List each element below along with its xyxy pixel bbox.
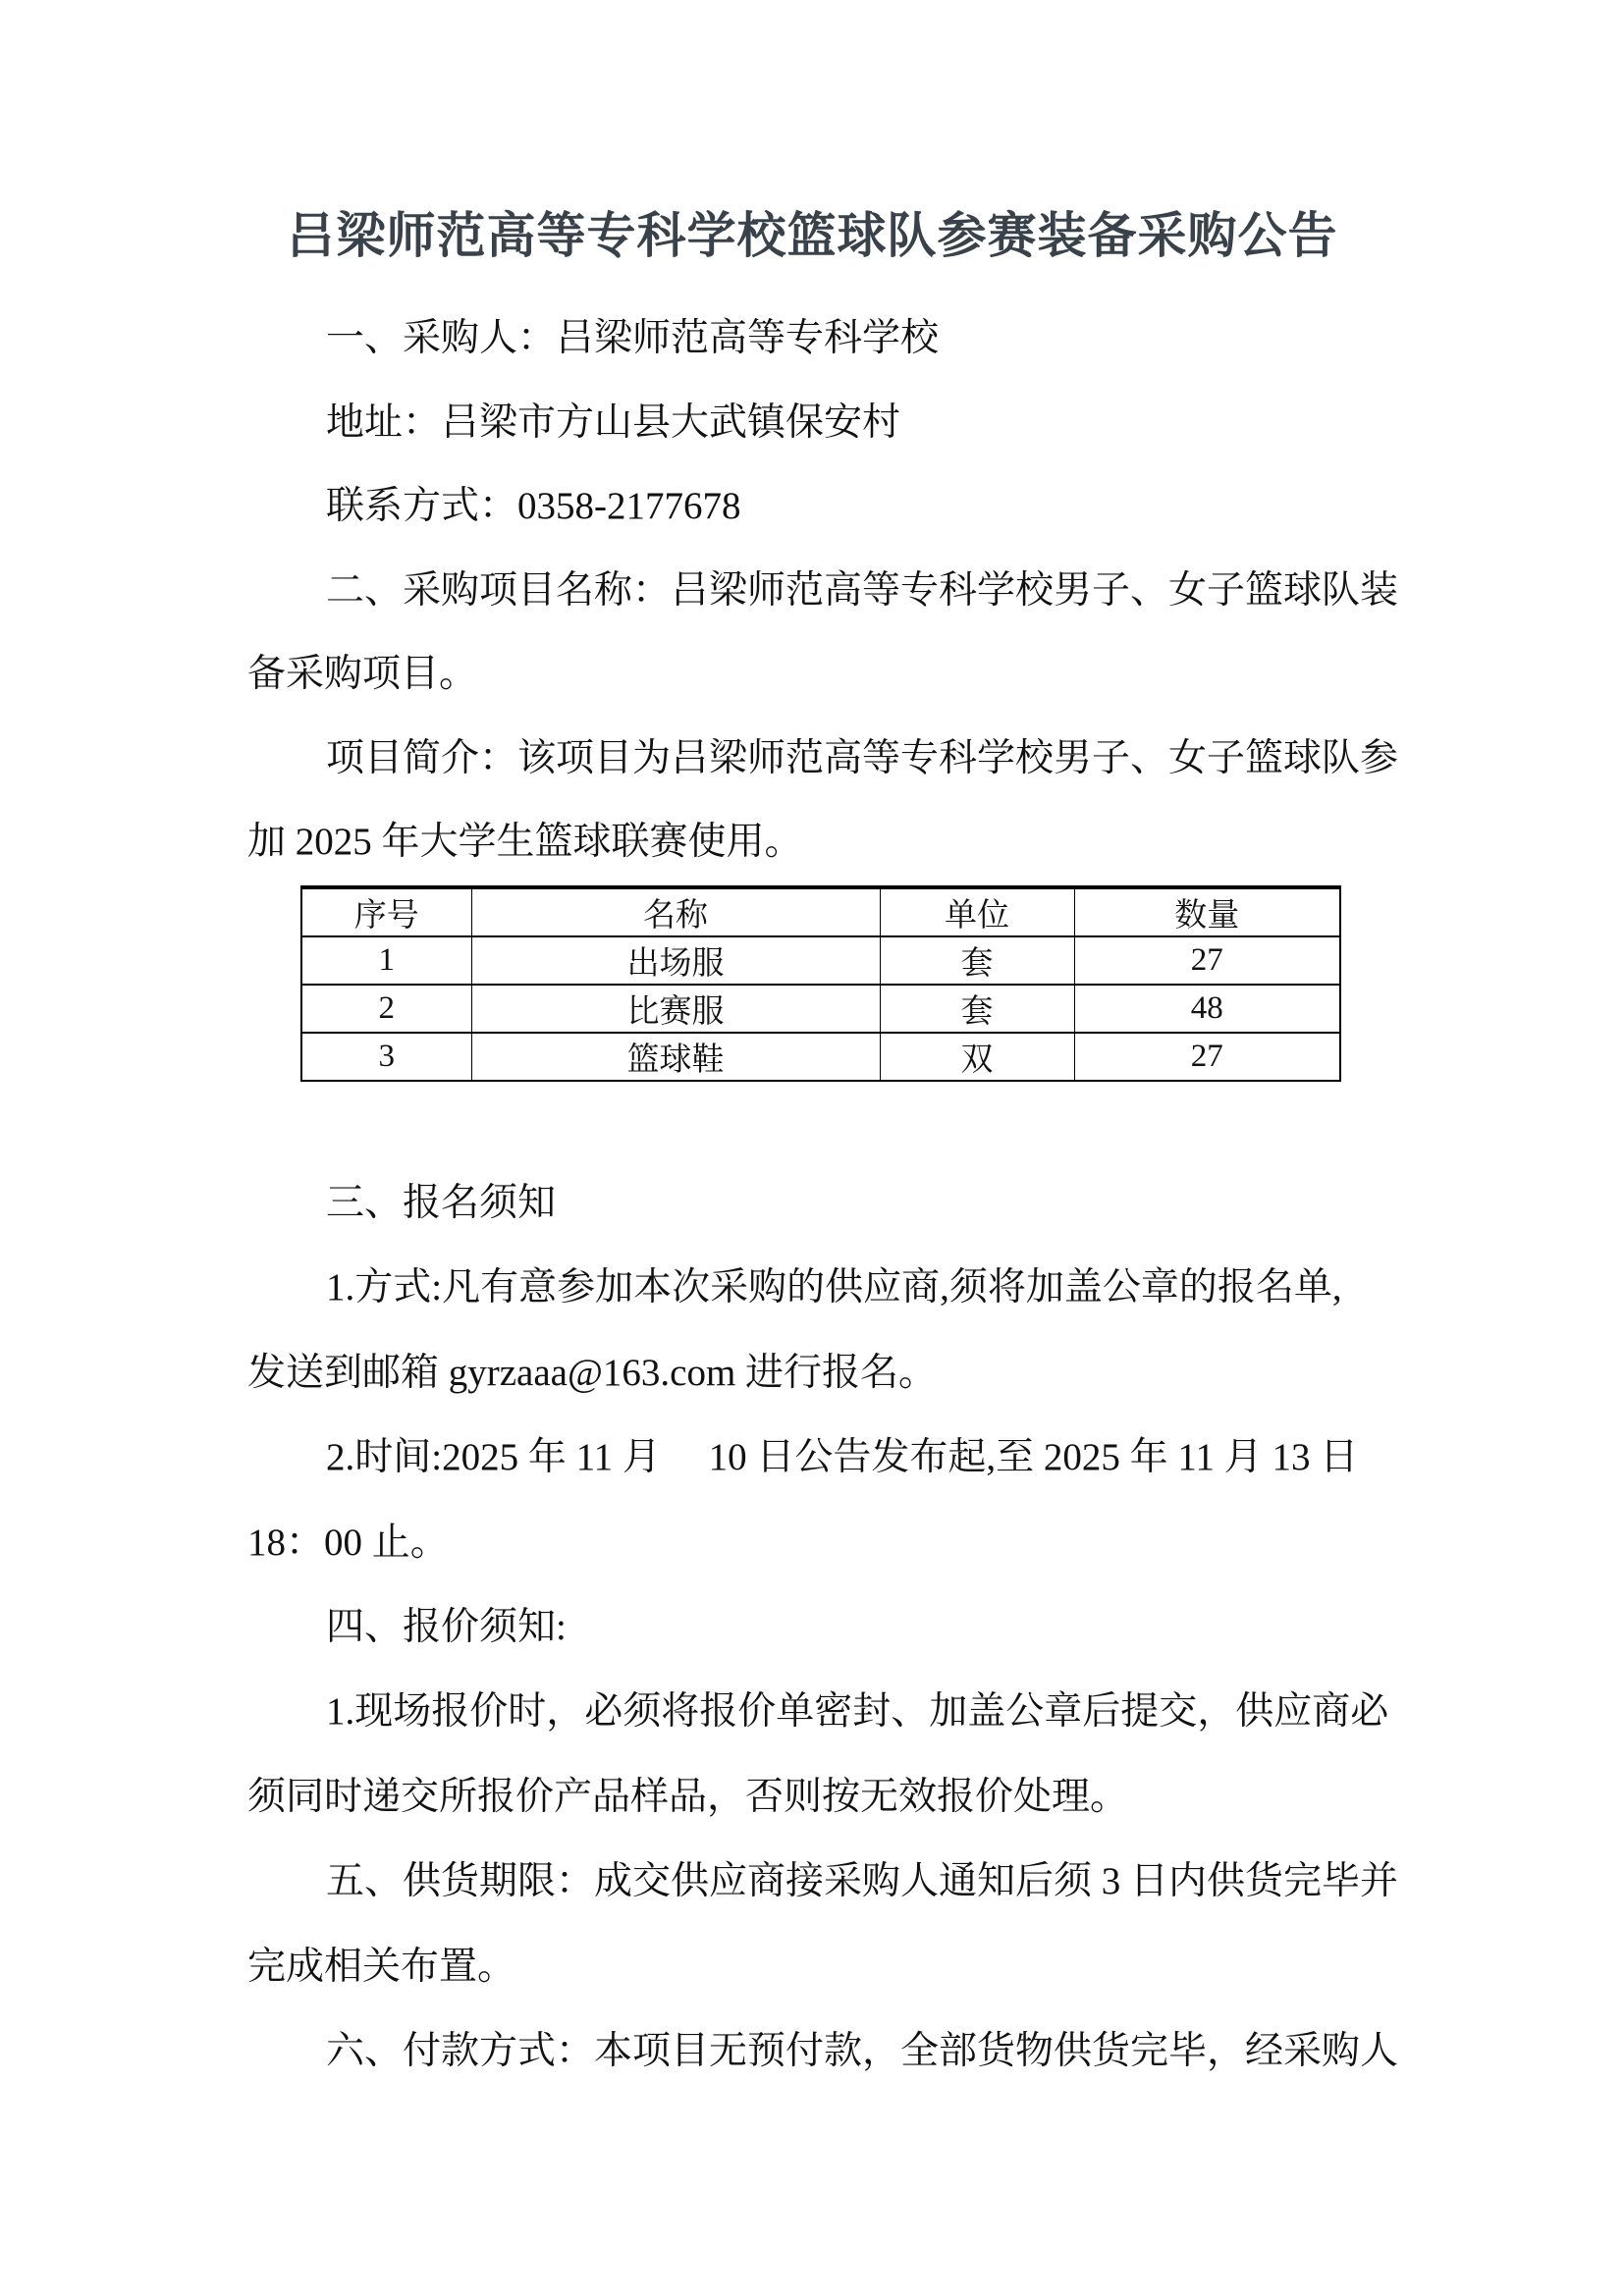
paragraph-line-payment-1: 六、付款方式：本项目无预付款，全部货物供货完毕，经采购人 [326,2029,1399,2072]
table-row [301,985,1340,1033]
paragraph-line-quote-rule-2: 须同时递交所报价产品样品，否则按无效报价处理。 [247,1775,1129,1818]
paragraph-line-project-intro-1: 项目简介：该项目为吕梁师范高等专科学校男子、女子篮球队参 [326,736,1399,779]
paragraph-line-signup-method-2: 发送到邮箱 gyrzaaa@163.com 进行报名。 [247,1351,938,1394]
table-header-unit: 单位 [880,887,1074,936]
equipment-table [300,885,1341,1082]
paragraph-line-quote-heading: 四、报价须知: [326,1605,567,1648]
paragraph-line-delivery-1: 五、供货期限：成交供应商接采购人通知后须 3 日内供货完毕并 [326,1860,1399,1903]
paragraph-line-quote-rule-1: 1.现场报价时，必须将报价单密封、加盖公章后提交，供应商必 [326,1690,1389,1734]
table-cell-seq: 3 [301,1033,471,1081]
paragraph-line-delivery-2: 完成相关布置。 [247,1945,516,1988]
paragraph-line-signup-time-1: 2.时间:2025 年 11 月 10 日公告发布起,至 2025 年 11 月 13 日 [326,1436,1359,1479]
paragraph-line-purchaser: 一、采购人：吕梁师范高等专科学校 [326,317,940,359]
paragraph-line-signup-method-1: 1.方式:凡有意参加本次采购的供应商,须将加盖公章的报名单, [326,1266,1342,1309]
table-cell-seq: 2 [301,985,471,1033]
paragraph-line-signup-heading: 三、报名须知 [326,1182,557,1224]
document-title: 吕梁师范高等专科学校篮球队参赛装备采购公告 [286,208,1338,263]
table-cell-name: 篮球鞋 [471,1033,880,1081]
paragraph-line-project-name-2: 备采购项目。 [247,653,478,695]
table-cell-name: 比赛服 [471,985,880,1033]
table-cell-qty: 48 [1074,985,1340,1033]
table-cell-unit: 套 [880,936,1074,985]
table-header-name: 名称 [471,887,880,936]
table-cell-unit: 套 [880,985,1074,1033]
section-notices [247,1161,1416,2094]
paragraph-line-project-intro-2: 加 2025 年大学生篮球联赛使用。 [247,821,803,863]
paragraph-line-project-name-1: 二、采购项目名称：吕梁师范高等专科学校男子、女子篮球队装 [326,568,1399,612]
paragraph-line-contact: 联系方式：0358-2177678 [326,485,741,527]
table-cell-qty: 27 [1074,1033,1340,1081]
table-cell-qty: 27 [1074,936,1340,985]
table-header-seq: 序号 [301,887,471,936]
table-row [301,1033,1340,1081]
table-cell-unit: 双 [880,1033,1074,1081]
table-header-row [301,887,1340,936]
table-cell-name: 出场服 [471,936,880,985]
table-cell-seq: 1 [301,936,471,985]
paragraph-line-signup-time-2: 18：00 止。 [247,1521,449,1564]
paragraph-line-address: 地址：吕梁市方山县大武镇保安村 [326,400,901,444]
section-purchaser-and-project [247,296,1416,884]
table-row [301,936,1340,985]
table-header-qty: 数量 [1074,887,1340,936]
